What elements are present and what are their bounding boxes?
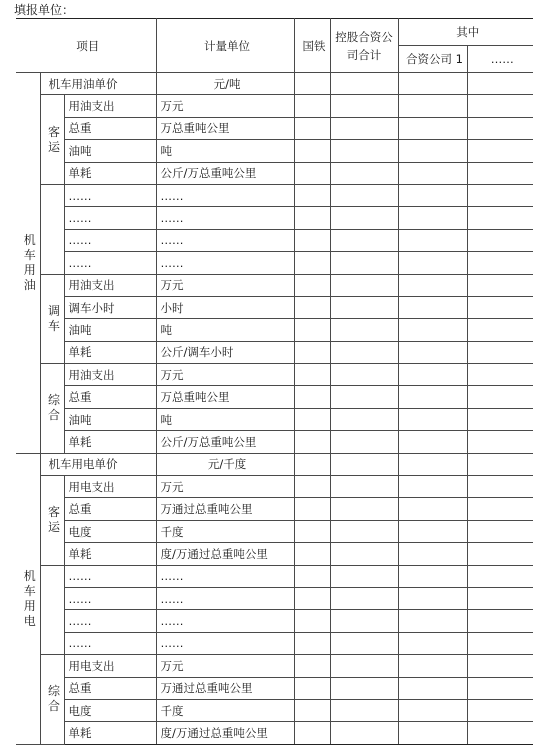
value-cell[interactable]: [398, 73, 467, 95]
value-cell[interactable]: [294, 453, 330, 475]
value-cell[interactable]: [330, 184, 398, 206]
table-row: [16, 587, 533, 609]
unit-cell: ……: [156, 587, 294, 609]
table-row: [16, 319, 533, 341]
item-cell: ……: [64, 252, 156, 274]
value-cell[interactable]: [294, 408, 330, 430]
value-cell[interactable]: [398, 296, 467, 318]
value-cell[interactable]: [467, 722, 533, 744]
value-cell[interactable]: [398, 610, 467, 632]
item-cell: 用电支出: [64, 476, 156, 498]
unit-cell: 万元: [156, 655, 294, 677]
value-cell[interactable]: [467, 587, 533, 609]
price-label: 机车用电单价: [40, 453, 156, 475]
unit-cell: 公斤/调车小时: [156, 341, 294, 363]
unit-cell: ……: [156, 207, 294, 229]
value-cell[interactable]: [294, 229, 330, 251]
item-cell: ……: [64, 610, 156, 632]
value-cell[interactable]: [398, 386, 467, 408]
subgroup-blank: [40, 565, 64, 655]
item-cell: 总重: [64, 386, 156, 408]
header-item: 项目: [16, 19, 156, 73]
value-cell[interactable]: [330, 722, 398, 744]
item-cell: 油吨: [64, 140, 156, 162]
item-cell: 电度: [64, 699, 156, 721]
item-cell: 总重: [64, 498, 156, 520]
table-row: [16, 476, 533, 498]
value-cell[interactable]: [398, 677, 467, 699]
subgroup-label: [40, 655, 64, 745]
group-label: [16, 453, 40, 744]
unit-cell: 吨: [156, 140, 294, 162]
unit-cell: ……: [156, 565, 294, 587]
value-cell[interactable]: [330, 655, 398, 677]
value-cell[interactable]: [294, 117, 330, 139]
item-cell: 调车小时: [64, 296, 156, 318]
value-cell[interactable]: [330, 274, 398, 296]
value-cell[interactable]: [330, 296, 398, 318]
value-cell[interactable]: [398, 498, 467, 520]
item-cell: 油吨: [64, 319, 156, 341]
value-cell[interactable]: [294, 699, 330, 721]
value-cell[interactable]: [330, 431, 398, 453]
header-jv-company-1: 合资公司 1: [398, 46, 467, 73]
value-cell[interactable]: [330, 117, 398, 139]
unit-cell: 吨: [156, 319, 294, 341]
subgroup-label: [40, 274, 64, 364]
value-cell[interactable]: [398, 364, 467, 386]
value-cell[interactable]: [467, 632, 533, 654]
value-cell[interactable]: [398, 565, 467, 587]
value-cell[interactable]: [294, 722, 330, 744]
table-row: [16, 565, 533, 587]
subgroup-blank: [40, 184, 64, 274]
table-row: [16, 252, 533, 274]
unit-cell: 万通过总重吨公里: [156, 677, 294, 699]
group-label: [16, 73, 40, 454]
value-cell[interactable]: [467, 229, 533, 251]
value-cell[interactable]: [330, 632, 398, 654]
unit-cell: 吨: [156, 408, 294, 430]
value-cell[interactable]: [467, 319, 533, 341]
value-cell[interactable]: [330, 408, 398, 430]
value-cell[interactable]: [467, 364, 533, 386]
value-cell[interactable]: [330, 229, 398, 251]
table-row: [16, 722, 533, 744]
value-cell[interactable]: [398, 655, 467, 677]
unit-cell: 公斤/万总重吨公里: [156, 162, 294, 184]
price-row: [16, 453, 533, 475]
unit-cell: 小时: [156, 296, 294, 318]
table-row: [16, 386, 533, 408]
value-cell[interactable]: [294, 476, 330, 498]
value-cell[interactable]: [467, 73, 533, 95]
value-cell[interactable]: [330, 319, 398, 341]
price-unit: 元/吨: [156, 73, 294, 95]
value-cell[interactable]: [294, 364, 330, 386]
value-cell[interactable]: [398, 699, 467, 721]
value-cell[interactable]: [294, 655, 330, 677]
value-cell[interactable]: [294, 140, 330, 162]
value-cell[interactable]: [467, 677, 533, 699]
value-cell[interactable]: [330, 498, 398, 520]
value-cell[interactable]: [467, 610, 533, 632]
value-cell[interactable]: [294, 162, 330, 184]
value-cell[interactable]: [467, 184, 533, 206]
group-label-text: 机车用电: [23, 568, 36, 628]
value-cell[interactable]: [398, 543, 467, 565]
value-cell[interactable]: [467, 431, 533, 453]
value-cell[interactable]: [467, 476, 533, 498]
value-cell[interactable]: [330, 252, 398, 274]
price-unit: 元/千度: [156, 453, 294, 475]
item-cell: ……: [64, 587, 156, 609]
table-row: [16, 296, 533, 318]
value-cell[interactable]: [330, 364, 398, 386]
price-row: [16, 73, 533, 95]
value-cell[interactable]: [467, 386, 533, 408]
value-cell[interactable]: [294, 296, 330, 318]
value-cell[interactable]: [294, 184, 330, 206]
unit-cell: 万元: [156, 476, 294, 498]
value-cell[interactable]: [330, 565, 398, 587]
value-cell[interactable]: [398, 408, 467, 430]
item-cell: 用电支出: [64, 655, 156, 677]
item-cell: 油吨: [64, 408, 156, 430]
value-cell[interactable]: [398, 722, 467, 744]
value-cell[interactable]: [467, 117, 533, 139]
table-row: [16, 408, 533, 430]
unit-cell: 万通过总重吨公里: [156, 498, 294, 520]
table-row: [16, 341, 533, 363]
value-cell[interactable]: [294, 252, 330, 274]
value-cell[interactable]: [330, 140, 398, 162]
value-cell[interactable]: [294, 498, 330, 520]
value-cell[interactable]: [330, 543, 398, 565]
table-row: [16, 699, 533, 721]
value-cell[interactable]: [330, 610, 398, 632]
value-cell[interactable]: [467, 274, 533, 296]
header-among: 其中: [398, 19, 533, 46]
value-cell[interactable]: [330, 162, 398, 184]
subgroup-label: [40, 95, 64, 185]
table-row: [16, 140, 533, 162]
value-cell[interactable]: [294, 341, 330, 363]
item-cell: ……: [64, 632, 156, 654]
value-cell[interactable]: [398, 587, 467, 609]
table-row: [16, 655, 533, 677]
table-row: [16, 95, 533, 117]
unit-cell: 千度: [156, 520, 294, 542]
value-cell[interactable]: [398, 319, 467, 341]
item-cell: ……: [64, 229, 156, 251]
value-cell[interactable]: [467, 543, 533, 565]
table-row: [16, 207, 533, 229]
unit-cell: 公斤/万总重吨公里: [156, 431, 294, 453]
value-cell[interactable]: [398, 140, 467, 162]
value-cell[interactable]: [467, 95, 533, 117]
subgroup-label: [40, 476, 64, 566]
value-cell[interactable]: [294, 677, 330, 699]
item-cell: ……: [64, 184, 156, 206]
value-cell[interactable]: [294, 73, 330, 95]
table-row: [16, 117, 533, 139]
value-cell[interactable]: [330, 207, 398, 229]
item-cell: 单耗: [64, 543, 156, 565]
value-cell[interactable]: [467, 498, 533, 520]
value-cell[interactable]: [330, 453, 398, 475]
value-cell[interactable]: [330, 386, 398, 408]
value-cell[interactable]: [467, 341, 533, 363]
price-label: 机车用油单价: [40, 73, 156, 95]
subgroup-label-text: 客运: [48, 505, 61, 535]
value-cell[interactable]: [294, 520, 330, 542]
value-cell[interactable]: [467, 655, 533, 677]
subgroup-label: [40, 364, 64, 454]
value-cell[interactable]: [398, 476, 467, 498]
value-cell[interactable]: [294, 543, 330, 565]
item-cell: 单耗: [64, 431, 156, 453]
value-cell[interactable]: [398, 95, 467, 117]
value-cell[interactable]: [294, 587, 330, 609]
unit-cell: ……: [156, 252, 294, 274]
subgroup-label-text: 调车: [48, 303, 61, 333]
unit-cell: ……: [156, 184, 294, 206]
unit-cell: 千度: [156, 699, 294, 721]
value-cell[interactable]: [467, 207, 533, 229]
table-row: [16, 364, 533, 386]
unit-cell: 万元: [156, 364, 294, 386]
unit-cell: ……: [156, 229, 294, 251]
value-cell[interactable]: [294, 274, 330, 296]
fill-unit-label: 填报单位：: [14, 3, 75, 17]
table-row: [16, 498, 533, 520]
value-cell[interactable]: [467, 453, 533, 475]
subgroup-label-text: 综合: [48, 684, 61, 714]
item-cell: 用油支出: [64, 364, 156, 386]
header-more: ……: [467, 46, 533, 73]
table-row: [16, 677, 533, 699]
header-jv-total: 控股合资公司合计: [330, 19, 398, 73]
value-cell[interactable]: [467, 699, 533, 721]
unit-cell: 度/万通过总重吨公里: [156, 543, 294, 565]
value-cell[interactable]: [330, 587, 398, 609]
value-cell[interactable]: [294, 319, 330, 341]
table-row: [16, 229, 533, 251]
value-cell[interactable]: [398, 184, 467, 206]
item-cell: ……: [64, 207, 156, 229]
value-cell[interactable]: [467, 296, 533, 318]
table-body: [16, 19, 533, 745]
value-cell[interactable]: [294, 565, 330, 587]
value-cell[interactable]: [467, 408, 533, 430]
table-row: [16, 610, 533, 632]
value-cell[interactable]: [467, 252, 533, 274]
subgroup-label-text: 客运: [48, 124, 61, 154]
value-cell[interactable]: [398, 207, 467, 229]
table-row: [16, 543, 533, 565]
header-national-rail: 国铁: [294, 19, 330, 73]
value-cell[interactable]: [467, 140, 533, 162]
item-cell: 电度: [64, 520, 156, 542]
value-cell[interactable]: [294, 632, 330, 654]
unit-cell: 万元: [156, 95, 294, 117]
unit-cell: 万总重吨公里: [156, 386, 294, 408]
value-cell[interactable]: [294, 207, 330, 229]
value-cell[interactable]: [467, 520, 533, 542]
locomotive-energy-table: [16, 18, 533, 745]
table-row: [16, 274, 533, 296]
unit-cell: 万总重吨公里: [156, 117, 294, 139]
value-cell[interactable]: [398, 162, 467, 184]
value-cell[interactable]: [398, 431, 467, 453]
item-cell: ……: [64, 565, 156, 587]
value-cell[interactable]: [398, 520, 467, 542]
table-row: [16, 520, 533, 542]
value-cell[interactable]: [330, 520, 398, 542]
subgroup-label-text: 综合: [48, 393, 61, 423]
value-cell[interactable]: [398, 341, 467, 363]
value-cell[interactable]: [467, 565, 533, 587]
value-cell[interactable]: [398, 229, 467, 251]
value-cell[interactable]: [398, 453, 467, 475]
value-cell[interactable]: [398, 274, 467, 296]
value-cell[interactable]: [294, 386, 330, 408]
group-label-text: 机车用油: [23, 232, 36, 292]
table-row: [16, 632, 533, 654]
value-cell[interactable]: [294, 95, 330, 117]
table-row: [16, 162, 533, 184]
item-cell: 总重: [64, 117, 156, 139]
item-cell: 总重: [64, 677, 156, 699]
unit-cell: ……: [156, 632, 294, 654]
item-cell: 单耗: [64, 162, 156, 184]
value-cell[interactable]: [398, 117, 467, 139]
value-cell[interactable]: [330, 677, 398, 699]
value-cell[interactable]: [330, 699, 398, 721]
value-cell[interactable]: [330, 73, 398, 95]
value-cell[interactable]: [398, 252, 467, 274]
value-cell[interactable]: [294, 431, 330, 453]
value-cell[interactable]: [398, 632, 467, 654]
table-row: [16, 184, 533, 206]
header-row-1: [16, 19, 533, 46]
unit-cell: 度/万通过总重吨公里: [156, 722, 294, 744]
value-cell[interactable]: [330, 95, 398, 117]
value-cell[interactable]: [467, 162, 533, 184]
value-cell[interactable]: [330, 476, 398, 498]
unit-cell: ……: [156, 610, 294, 632]
value-cell[interactable]: [294, 610, 330, 632]
item-cell: 单耗: [64, 341, 156, 363]
item-cell: 单耗: [64, 722, 156, 744]
item-cell: 用油支出: [64, 274, 156, 296]
unit-cell: 万元: [156, 274, 294, 296]
table-row: [16, 431, 533, 453]
value-cell[interactable]: [330, 341, 398, 363]
item-cell: 用油支出: [64, 95, 156, 117]
header-unit: 计量单位: [156, 19, 294, 73]
